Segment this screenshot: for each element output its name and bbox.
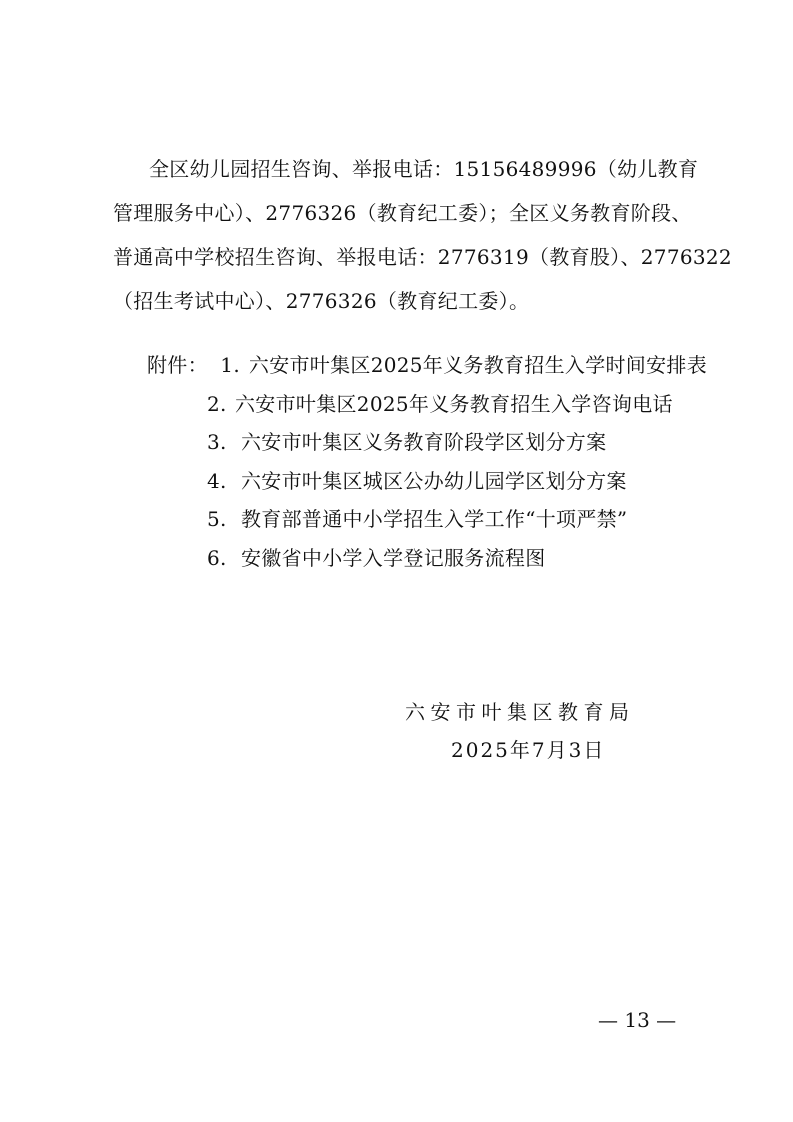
attachment-title: 安徽省中小学入学登记服务流程图 — [241, 545, 546, 570]
paragraph-line: （招生考试中心）、2776326（教育纪工委）。 — [113, 289, 530, 313]
attachment-number: 1. — [220, 353, 240, 377]
paragraph-line: 全区幼儿园招生咨询、举报电话：15156489996（幼儿教育 — [149, 157, 699, 181]
issue-date: 2025年7月3日 — [451, 738, 606, 762]
attachment-item — [147, 346, 707, 385]
contact-paragraph — [113, 147, 732, 323]
attachment-title: 教育部普通中小学招生入学工作“十项严禁” — [241, 507, 628, 531]
attachment-number: 5. — [207, 507, 227, 531]
attachment-number: 3. — [207, 430, 227, 454]
attachment-number: 4. — [207, 468, 227, 493]
signature-block — [405, 693, 665, 769]
attachment-item — [147, 539, 707, 578]
paragraph-line: 管理服务中心）、2776326（教育纪工委）；全区义务教育阶段、 — [113, 201, 692, 225]
attachment-title: 六安市叶集区2025年义务教育招生入学咨询电话 — [235, 391, 673, 416]
page-number: — 13 — — [598, 1008, 677, 1032]
attachment-item — [147, 423, 707, 462]
attachment-list — [147, 346, 707, 577]
attachment-number: 2. — [207, 391, 227, 416]
attachment-title: 六安市叶集区城区公办幼儿园学区划分方案 — [241, 468, 627, 493]
issuing-organization: 六安市叶集区教育局 — [405, 700, 635, 724]
attachment-item — [147, 385, 707, 424]
paragraph-line: 普通高中学校招生咨询、举报电话：2776319（教育股）、2776322 — [113, 245, 732, 269]
attachment-title: 六安市叶集区2025年义务教育招生入学时间安排表 — [248, 353, 707, 377]
attachment-label: 附件： — [147, 353, 208, 377]
attachment-number: 6. — [207, 545, 227, 570]
attachment-item — [147, 500, 707, 539]
attachment-item — [147, 462, 707, 501]
attachment-title: 六安市叶集区义务教育阶段学区划分方案 — [241, 430, 607, 454]
